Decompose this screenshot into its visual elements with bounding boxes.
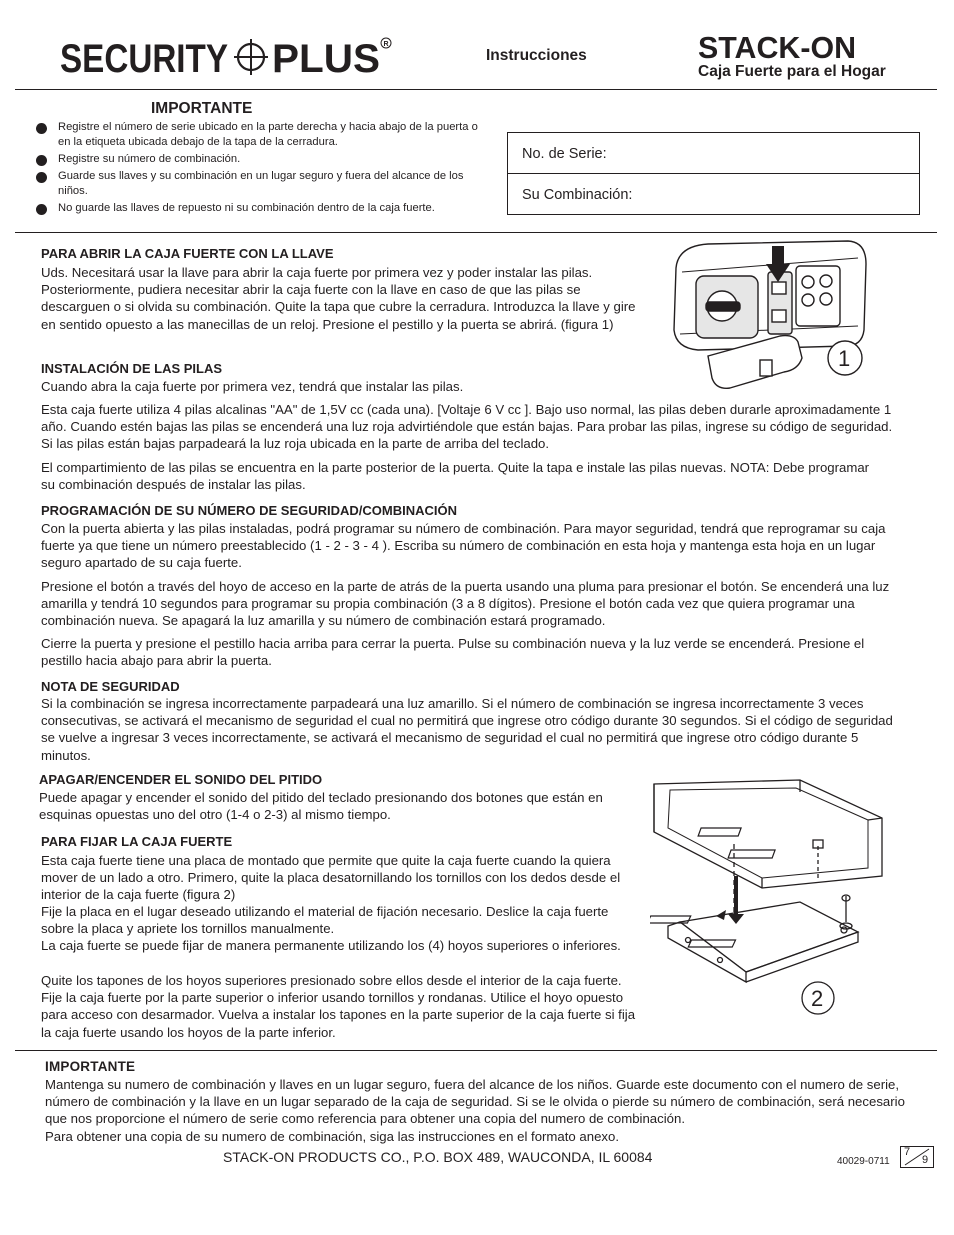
combination-field[interactable] (508, 174, 919, 214)
paragraph-programming-3: Cierre la puerta y presione el pestillo hacia arriba para cerrar la puerta. Pulse su combinación nueva y la luz verde se encenderá. Presione el pestillo hacia abajo para abrir la puerta. (41, 636, 865, 669)
paragraph-important-bottom-1: Mantenga su numero de combinación y llaves en un lugar seguro, fuera del alcance de los niños. Guarde este documento con el numero de serie, número de combinación y la llave en un lugar separado de la caja de seguridad. Si se le olvida o pierde su número de combinación, será necesario que nos proporcione el número de serie como referencia para obtener una copia del numero de combinación. (45, 1077, 905, 1127)
important-bullet-list (36, 120, 486, 218)
section-heading-mounting: PARA FIJAR LA CAJA FUERTE (41, 834, 233, 849)
paragraph-programming-2: Presione el botón a través del hoyo de acceso en la parte de atrás de la puerta usando una pluma para presionar el botón. Se encenderá una luz amarilla y tendrá 10 segundos para programar su propia combinación (3 a 8 dígitos). Presione el botón cada vez que quiera programar una combinación nueva. Se apagará la luz amarilla y su número de combinación estará programado. (41, 579, 890, 629)
page-total: 9 (922, 1154, 929, 1166)
product-subtitle: Caja Fuerte para el Hogar (698, 63, 886, 80)
stack-on-logo (698, 30, 858, 62)
serial-combination-box (507, 132, 920, 215)
important-bottom-heading: IMPORTANTE (45, 1059, 136, 1074)
paragraph-open-with-key: Uds. Necesitará usar la llave para abrir la caja fuerte por primera vez y poder instalar las pilas. Posteriormente, pudiera necesitar abrir la caja fuerte con la llave en caso de que las pilas se descarguen o si olvida su combinación. Quite la tapa que cubre la cerradura. Introduzca la llave y gire en sentido opuesto a las manecillas de un reloj. Presione el pestillo y la puerta se abrirá. (figura 1) (41, 265, 636, 332)
paragraph-programming-1: Con la puerta abierta y las pilas instaladas, podrá programar su número de combinación. Para mayor seguridad, tendrá que reprogramar su caja fuerte ya que tiene un número preestablecido (1 - 2 - 3 - 4 ). Escriba su número de combinación en esta hoja y mantenga esta hoja en un lugar seguro apartado de su caja fuerte. (41, 521, 886, 571)
figure-1-number: 1 (838, 346, 851, 371)
bullet-item: Guarde sus llaves y su combinación en un lugar seguro y fuera del alcance de los niños. (36, 169, 486, 199)
paragraph-mounting-1: Esta caja fuerte tiene una placa de montado que permite que quite la caja fuerte cuando la quiera mover de un lado a otro. Primero, quite la placa desatornillando los tornillos con los dedos desde el interior de la caja fuerte (figura 2) (41, 853, 621, 903)
instructions-label: Instrucciones (486, 47, 587, 64)
serial-number-label: No. de Serie: (522, 146, 607, 162)
crosshair-icon (234, 39, 268, 75)
important-heading: IMPORTANTE (151, 100, 253, 117)
header-divider (15, 89, 937, 90)
document-code: 40029-0711 (837, 1156, 890, 1167)
section-heading-beep: APAGAR/ENCENDER EL SONIDO DEL PITIDO (39, 772, 323, 787)
section-divider (15, 232, 937, 233)
paragraph-important-bottom-2: Para obtener una copia de su numero de combinación, siga las instrucciones en el formato anexo. (45, 1129, 619, 1144)
paragraph-beep: Puede apagar y encender el sonido del pitido del teclado presionando dos botones que están en esquinas opuestas uno del otro (1-4 o 2-3) al mismo tiempo. (39, 790, 603, 823)
bullet-item: Registre el número de serie ubicado en la parte derecha y hacia abajo de la puerta o en la etiqueta ubicada debajo de la tapa de la cerradura. (36, 120, 486, 150)
paragraph-mounting-4: Quite los tapones de los hoyos superiores presionado sobre ellos desde el interior de la caja fuerte. Fije la caja fuerte por la parte superior o inferior usando tornillos y rondanas. Utilice el hoyo opuesto para acceso con desarmador. Vuelva a instalar los tapones en la parte superior de la caja fuerte si fija la caja fuerte usando los hoyos de la parte inferior. (41, 973, 636, 1040)
logo-text-security: SECURITY (60, 37, 229, 78)
bullet-item: Registre su número de combinación. (36, 152, 486, 167)
paragraph-batteries-1: Cuando abra la caja fuerte por primera vez, tendrá que instalar las pilas. (41, 379, 464, 394)
section-heading-programming: PROGRAMACIÓN DE SU NÚMERO DE SEGURIDAD/COMBINACIÓN (41, 503, 458, 518)
paragraph-security-note: Si la combinación se ingresa incorrectamente parpadeará una luz amarillo. Si el número de combinación se ingresa incorrectamente 3 veces consecutivas, se activará el mecanismo de seguridad el cual no permitirá que ingrese otro código durante 30 segundos. Si el código de seguridad se vuelve a ingresar 3 veces incorrectamente, se activará el mecanismo de seguridad el cual no permitirá que ingrese otro código durante 5 minutos. (41, 696, 893, 763)
paragraph-mounting-2: Fije la placa en el lugar deseado utilizando el material de fijación necesario. Deslice la caja fuerte sobre la placa y apriete los tornillos manualmente. (41, 904, 609, 937)
paragraph-batteries-3: El compartimiento de las pilas se encuentra en la parte posterior de la puerta. Quite la tapa e instale las pilas nuevas. NOTA: Debe programar su combinación después de instalar las pilas. (41, 460, 870, 493)
page-current: 7 (904, 1146, 911, 1158)
figure-1-keypad-illustration (668, 238, 873, 398)
security-plus-logo (60, 36, 392, 78)
logo-text-plus: PLUS (272, 37, 380, 78)
paragraph-batteries-2: Esta caja fuerte utiliza 4 pilas alcalinas "AA" de 1,5V cc (cada una). [Voltaje 6 V cc ]. Bajo uso normal, las pilas deben durarle aproximadamente 1 año. Cuando estén bajas las pilas se encenderá una luz roja advirtiéndole que están bajas. Para probar las pilas, ingrese su código de seguridad. Si las pilas están bajas parpadeará la luz roja ubicada en la parte de arriba del teclado. (41, 402, 893, 452)
bullet-dot-icon (36, 204, 47, 215)
company-address: STACK-ON PRODUCTS CO., P.O. BOX 489, WAUCONDA, IL 60084 (223, 1149, 653, 1165)
section-heading-security-note: NOTA DE SEGURIDAD (41, 679, 180, 694)
footer-divider (15, 1050, 937, 1051)
section-heading-batteries: INSTALACIÓN DE LAS PILAS (41, 361, 223, 376)
section-heading-open-with-key: PARA ABRIR LA CAJA FUERTE CON LA LLAVE (41, 246, 334, 261)
registered-mark: R (383, 41, 389, 48)
bullet-dot-icon (36, 155, 47, 166)
combination-label: Su Combinación: (522, 187, 633, 203)
page-number-box (900, 1146, 934, 1168)
paragraph-mounting-3: La caja fuerte se puede fijar de manera permanente utilizando los (4) hoyos superiores o inferiores. (41, 938, 621, 953)
serial-number-field[interactable] (508, 133, 919, 174)
bullet-dot-icon (36, 172, 47, 183)
bullet-dot-icon (36, 123, 47, 134)
figure-2-number: 2 (811, 986, 824, 1011)
bullet-item: No guarde las llaves de repuesto ni su combinación dentro de la caja fuerte. (36, 201, 486, 216)
figure-2-mounting-plate-illustration (650, 776, 890, 1016)
logo-text-stack-on: STACK-ON (698, 30, 856, 62)
